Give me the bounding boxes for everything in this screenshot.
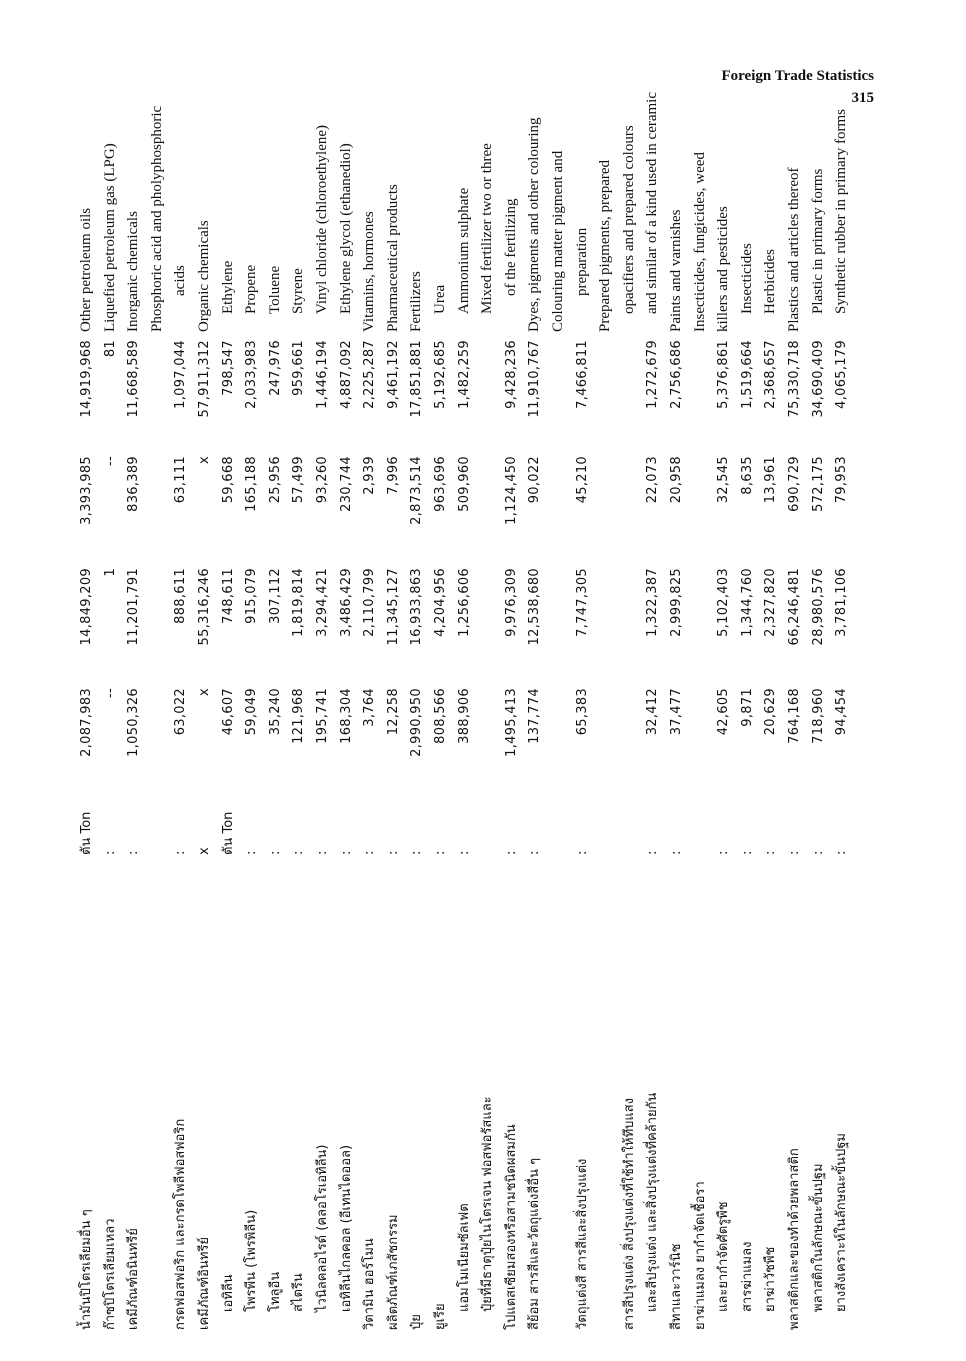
value-current: 1,482,259 bbox=[456, 340, 472, 409]
quantity-current: 8,635 bbox=[739, 456, 755, 495]
table-row bbox=[123, 140, 144, 1330]
table-row bbox=[336, 140, 357, 1330]
item-name-thai: เคมีภัณฑ์อนินทรีย์ bbox=[126, 1228, 142, 1330]
table-row bbox=[737, 140, 758, 1330]
unit: : bbox=[291, 850, 307, 855]
quantity-current: 90,022 bbox=[527, 456, 543, 504]
value-current: 247,976 bbox=[267, 340, 283, 396]
value-previous: 1,256,606 bbox=[456, 568, 472, 637]
unit: : bbox=[244, 850, 260, 855]
unit: : bbox=[763, 850, 779, 855]
item-name-thai: ไวนิลคลอไรด์ (คลอโรเอทิลีน) bbox=[315, 1144, 330, 1312]
table-row bbox=[76, 140, 97, 1330]
quantity-current: 22,073 bbox=[645, 456, 661, 504]
table-row bbox=[100, 140, 121, 1330]
value-previous: 1 bbox=[102, 568, 118, 577]
value-previous: 2,327,820 bbox=[763, 568, 779, 637]
value-current: 5,192,685 bbox=[433, 340, 448, 409]
item-name-thai: น้ำมันปิโตรเลียมอื่น ๆ bbox=[79, 1209, 94, 1330]
table-row bbox=[524, 117, 545, 1330]
value-previous: 3,294,421 bbox=[315, 568, 330, 637]
item-name-thai: วิตามิน ฮอร์โมน bbox=[362, 1238, 378, 1330]
value-current: 9,461,192 bbox=[385, 340, 401, 409]
value-current: 2,033,983 bbox=[244, 340, 260, 409]
quantity-current: 1,124,450 bbox=[503, 456, 519, 525]
item-name-english: opacifiers and prepared colours bbox=[620, 125, 637, 314]
unit: : bbox=[834, 850, 850, 855]
item-name-english: Urea bbox=[432, 284, 448, 314]
value-previous: 9,976,309 bbox=[503, 568, 519, 637]
item-name-english: Dyes, pigments and other colouring bbox=[526, 117, 543, 332]
item-name-english: Herbicides bbox=[762, 249, 779, 314]
page-number: 315 bbox=[851, 90, 874, 106]
table-row bbox=[690, 140, 711, 1330]
quantity-previous: 2,990,950 bbox=[409, 688, 425, 757]
value-previous: 16,933,863 bbox=[409, 568, 425, 646]
unit: : bbox=[669, 850, 684, 855]
item-name-english: Fertilizers bbox=[408, 271, 425, 332]
unit: x bbox=[197, 847, 212, 855]
table-row bbox=[218, 140, 239, 1330]
value-current: 34,690,409 bbox=[810, 340, 826, 418]
quantity-current: 3,393,985 bbox=[79, 456, 94, 525]
item-name-thai: เอทิลีน bbox=[220, 1274, 236, 1312]
item-name-english: Propene bbox=[243, 264, 260, 314]
table-row bbox=[784, 140, 805, 1330]
quantity-current: 59,668 bbox=[220, 456, 236, 504]
quantity-previous: 121,968 bbox=[291, 688, 307, 744]
quantity-previous: 168,304 bbox=[338, 688, 354, 744]
item-name-english: Phosphoric acid and pholyphosphoric bbox=[148, 105, 165, 332]
quantity-previous: 37,477 bbox=[669, 688, 684, 736]
item-name-english: killers and pesticides bbox=[715, 206, 732, 332]
item-name-english: preparation bbox=[573, 227, 590, 296]
item-name-thai: ปุ๋ยที่มีธาตุปุ๋ยไนโตรเจน ฟอสฟอรัสและ bbox=[480, 1096, 496, 1312]
quantity-current: 963,696 bbox=[433, 456, 448, 512]
item-name-thai: โพรพีน (โพรพิลีน) bbox=[244, 1209, 260, 1312]
quantity-previous: 195,741 bbox=[315, 688, 330, 744]
unit: : bbox=[787, 850, 802, 855]
running-header-title: Foreign Trade Statistics bbox=[721, 68, 874, 84]
unit: : bbox=[503, 850, 519, 855]
table-row bbox=[312, 124, 333, 1330]
table-row bbox=[760, 140, 781, 1330]
quantity-previous: 718,960 bbox=[810, 688, 826, 744]
item-name-english: of the fertilizing bbox=[502, 198, 519, 296]
quantity-previous: 42,605 bbox=[716, 688, 732, 736]
value-current: 2,756,686 bbox=[669, 340, 684, 409]
item-name-english: Organic chemicals bbox=[196, 220, 212, 332]
value-previous: 4,204,956 bbox=[433, 568, 448, 637]
table-row bbox=[406, 140, 427, 1330]
quantity-current: 572,175 bbox=[810, 456, 826, 512]
quantity-current: 836,389 bbox=[126, 456, 142, 512]
unit: : bbox=[645, 850, 661, 855]
unit: : bbox=[315, 850, 330, 855]
table-row bbox=[170, 140, 191, 1330]
quantity-current: 165,188 bbox=[244, 456, 260, 512]
item-name-english: Plastics and articles thereof bbox=[786, 167, 802, 332]
quantity-previous: 808,566 bbox=[433, 688, 448, 744]
value-current: 1,519,664 bbox=[739, 340, 755, 409]
quantity-previous: 59,049 bbox=[244, 688, 260, 736]
item-name-english: Ammonium sulphate bbox=[455, 187, 472, 314]
quantity-previous: 63,022 bbox=[173, 688, 189, 736]
value-current: 11,668,589 bbox=[126, 340, 142, 418]
quantity-previous: 46,607 bbox=[220, 688, 236, 736]
quantity-previous: x bbox=[197, 688, 212, 696]
item-name-english: Insecticides, fungicides, weed bbox=[691, 152, 708, 332]
item-name-english: Liquefied petroleum gas (LPG) bbox=[101, 143, 118, 332]
item-name-thai: ยูเรีย bbox=[433, 1303, 448, 1330]
quantity-current: x bbox=[197, 456, 212, 464]
item-name-english: Paints and varnishes bbox=[668, 209, 684, 332]
quantity-current: 79,953 bbox=[834, 456, 850, 504]
item-name-thai: เคมีภัณฑ์อินทรีย์ bbox=[197, 1237, 212, 1330]
table-row bbox=[808, 140, 829, 1330]
unit: : bbox=[267, 850, 283, 855]
value-previous: 307,112 bbox=[267, 568, 283, 624]
unit: : bbox=[810, 850, 826, 855]
value-previous: 11,201,791 bbox=[126, 568, 142, 646]
value-current: 81 bbox=[102, 340, 118, 358]
value-previous: 28,980,576 bbox=[810, 568, 826, 646]
table-row bbox=[619, 125, 640, 1330]
item-name-english: Plastic in primary forms bbox=[809, 168, 826, 314]
unit: : bbox=[739, 850, 755, 855]
quantity-current: 57,499 bbox=[291, 456, 307, 504]
item-name-thai: สไตรีน bbox=[291, 1273, 307, 1312]
value-current: 9,428,236 bbox=[503, 340, 519, 409]
value-previous: 5,102,403 bbox=[716, 568, 732, 637]
quantity-current: 93,260 bbox=[315, 456, 330, 504]
value-current: 14,919,968 bbox=[79, 340, 94, 418]
table-row bbox=[572, 140, 593, 1330]
quantity-previous: -- bbox=[102, 688, 118, 698]
value-previous: 11,345,127 bbox=[385, 568, 401, 646]
value-previous: 2,999,825 bbox=[669, 568, 684, 637]
unit: : bbox=[574, 850, 590, 855]
quantity-previous: 3,764 bbox=[362, 688, 378, 727]
table-row bbox=[713, 140, 734, 1330]
value-previous: 7,747,305 bbox=[574, 568, 590, 637]
value-previous: 1,819,814 bbox=[291, 568, 307, 637]
quantity-previous: 388,906 bbox=[456, 688, 472, 744]
value-current: 1,272,679 bbox=[645, 340, 661, 409]
unit: : bbox=[173, 850, 189, 855]
item-name-thai: โทลูอีน bbox=[267, 1271, 283, 1312]
item-name-english: and similar of a kind used in ceramic bbox=[644, 91, 661, 314]
quantity-previous: 65,383 bbox=[574, 688, 590, 736]
value-previous: 2,110,799 bbox=[362, 568, 378, 637]
value-previous: 12,538,680 bbox=[527, 568, 543, 646]
quantity-current: 230,744 bbox=[338, 456, 354, 512]
value-previous: 55,316,246 bbox=[197, 568, 212, 646]
item-name-english: Ethylene bbox=[219, 260, 236, 314]
value-previous: 3,486,429 bbox=[338, 568, 354, 637]
table-row bbox=[147, 105, 168, 1330]
quantity-previous: 35,240 bbox=[267, 688, 283, 736]
item-name-english: Prepared pigments, prepared bbox=[597, 159, 614, 332]
table-row bbox=[477, 140, 498, 1330]
quantity-previous: 20,629 bbox=[763, 688, 779, 736]
item-name-thai: สีทาและวาร์นิช bbox=[669, 1243, 684, 1330]
table-row bbox=[831, 109, 852, 1330]
table-row bbox=[454, 140, 475, 1330]
item-name-english: Colouring matter pigment and bbox=[550, 150, 566, 332]
quantity-current: 63,111 bbox=[173, 456, 189, 504]
quantity-current: 7,996 bbox=[385, 456, 401, 495]
quantity-current: -- bbox=[102, 456, 118, 466]
item-name-thai: ยาฆ่าแมลง ยากำจัดเชื้อรา bbox=[692, 1181, 708, 1330]
quantity-previous: 9,871 bbox=[739, 688, 755, 727]
value-current: 57,911,312 bbox=[197, 340, 212, 418]
unit: : bbox=[385, 850, 401, 855]
quantity-current: 25,956 bbox=[267, 456, 283, 504]
quantity-previous: 2,087,983 bbox=[79, 688, 94, 757]
quantity-previous: 1,050,326 bbox=[126, 688, 142, 757]
item-name-english: Insecticides bbox=[738, 243, 755, 314]
table-row bbox=[194, 140, 215, 1330]
table-row bbox=[595, 140, 616, 1330]
value-previous: 915,079 bbox=[244, 568, 260, 624]
item-name-english: Toluene bbox=[266, 265, 283, 314]
item-name-thai: สารฆ่าแมลง bbox=[739, 1241, 755, 1312]
value-current: 11,910,767 bbox=[527, 340, 543, 418]
quantity-previous: 12,258 bbox=[385, 688, 401, 736]
quantity-current: 45,210 bbox=[574, 456, 590, 504]
item-name-english: Ethylene glycol (ethanediol) bbox=[337, 143, 354, 314]
unit: : bbox=[716, 850, 732, 855]
value-current: 798,547 bbox=[220, 340, 236, 396]
item-name-thai: เอทิลีนไกลคอล (อีเทนไดออล) bbox=[338, 1144, 354, 1312]
table-row bbox=[265, 140, 286, 1330]
table-row bbox=[642, 91, 663, 1330]
table-row bbox=[241, 140, 262, 1330]
item-name-thai: ยางสังเคราะห์ในลักษณะขั้นปฐม bbox=[834, 1133, 850, 1312]
quantity-previous: 94,454 bbox=[834, 688, 850, 736]
item-name-thai: กรดฟอสฟอริก และกรดโพลีฟอสฟอริก bbox=[173, 1118, 189, 1330]
quantity-current: 13,961 bbox=[763, 456, 779, 504]
value-previous: 1,344,760 bbox=[739, 568, 755, 637]
item-name-english: Synthetic rubber in primary forms bbox=[833, 109, 850, 314]
item-name-english: Inorganic chemicals bbox=[125, 211, 142, 332]
quantity-previous: 32,412 bbox=[645, 688, 661, 736]
quantity-current: 2,873,514 bbox=[409, 456, 425, 525]
value-current: 4,065,179 bbox=[834, 340, 850, 409]
item-name-thai: สีย้อม สารสีและวัตถุแต่งสีอื่น ๆ bbox=[527, 1157, 543, 1330]
quantity-previous: 137,774 bbox=[527, 688, 543, 744]
unit: : bbox=[527, 850, 543, 855]
unit: : bbox=[338, 850, 354, 855]
value-current: 2,368,657 bbox=[763, 340, 779, 409]
value-current: 75,330,718 bbox=[787, 340, 802, 418]
unit: : bbox=[456, 850, 472, 855]
quantity-current: 20,958 bbox=[669, 456, 684, 504]
unit: : bbox=[126, 850, 142, 855]
table-row bbox=[288, 140, 309, 1330]
item-name-english: acids bbox=[172, 265, 189, 296]
value-current: 1,446,194 bbox=[315, 340, 330, 409]
item-name-english: Vitamins, hormones bbox=[361, 211, 378, 332]
value-previous: 66,246,481 bbox=[787, 568, 802, 646]
unit: : bbox=[433, 850, 448, 855]
unit: ตัน Ton bbox=[220, 811, 236, 855]
item-name-english: Pharmaceutical products bbox=[384, 184, 401, 332]
value-previous: 3,781,106 bbox=[834, 568, 850, 637]
item-name-english: Mixed fertilizer two or three bbox=[479, 143, 496, 314]
unit: : bbox=[409, 850, 425, 855]
item-name-thai: ยาฆ่าวัชพืช bbox=[763, 1246, 779, 1312]
quantity-current: 2,939 bbox=[362, 456, 378, 495]
item-name-english: Styrene bbox=[290, 268, 307, 314]
item-name-thai: ก๊าซปิโตรเลียมเหลว bbox=[102, 1218, 118, 1330]
item-name-thai: สารสีปรุงแต่ง สิ่งปรุงแต่งที่ใช้ทำให้ทึบแสง bbox=[621, 1097, 637, 1330]
table-row bbox=[501, 140, 522, 1330]
item-name-thai: โปแตสเซียมสองหรือสามชนิดผสมกัน bbox=[503, 1124, 519, 1330]
unit: : bbox=[102, 850, 118, 855]
unit: ตัน Ton bbox=[79, 811, 94, 855]
item-name-thai: พลาสติกในลักษณะขั้นปฐม bbox=[810, 1163, 826, 1312]
value-current: 5,376,861 bbox=[716, 340, 732, 409]
item-name-thai: และสีปรุงแต่ง และสิ่งปรุงแต่งที่คล้ายกัน bbox=[645, 1092, 661, 1312]
quantity-current: 509,960 bbox=[456, 456, 472, 512]
quantity-previous: 1,495,413 bbox=[503, 688, 519, 757]
value-current: 4,887,092 bbox=[338, 340, 354, 409]
table-row bbox=[430, 140, 451, 1330]
value-previous: 1,322,387 bbox=[645, 568, 661, 637]
quantity-current: 32,545 bbox=[716, 456, 732, 504]
quantity-previous: 764,168 bbox=[787, 688, 802, 744]
value-previous: 748,611 bbox=[220, 568, 236, 624]
table-row bbox=[548, 140, 569, 1330]
item-name-thai: แอมโมเนียมซัลเฟต bbox=[456, 1203, 472, 1312]
value-current: 959,661 bbox=[291, 340, 307, 396]
value-previous: 14,849,209 bbox=[79, 568, 94, 646]
item-name-english: Vinyl chloride (chloroethylene) bbox=[314, 124, 330, 314]
table-row bbox=[359, 140, 380, 1330]
value-current: 1,097,044 bbox=[173, 340, 189, 409]
item-name-thai: พลาสติกและของทำด้วยพลาสติก bbox=[787, 1148, 802, 1330]
item-name-thai: ปุ๋ย bbox=[409, 1314, 425, 1330]
value-previous: 888,611 bbox=[173, 568, 189, 624]
unit: : bbox=[362, 850, 378, 855]
value-current: 7,466,811 bbox=[574, 340, 590, 409]
item-name-thai: ผลิตภัณฑ์เภสัชกรรม bbox=[385, 1214, 401, 1330]
value-current: 17,851,881 bbox=[409, 340, 425, 418]
item-name-thai: วัตถุแต่งสี สารสีและสิ่งปรุงแต่ง bbox=[574, 1158, 590, 1330]
item-name-thai: และยากำจัดศัตรูพืช bbox=[716, 1201, 732, 1312]
table-row bbox=[383, 140, 404, 1330]
table-row bbox=[666, 140, 687, 1330]
quantity-current: 690,729 bbox=[787, 456, 802, 512]
value-current: 2,225,287 bbox=[362, 340, 378, 409]
item-name-english: Other petroleum oils bbox=[78, 207, 94, 332]
